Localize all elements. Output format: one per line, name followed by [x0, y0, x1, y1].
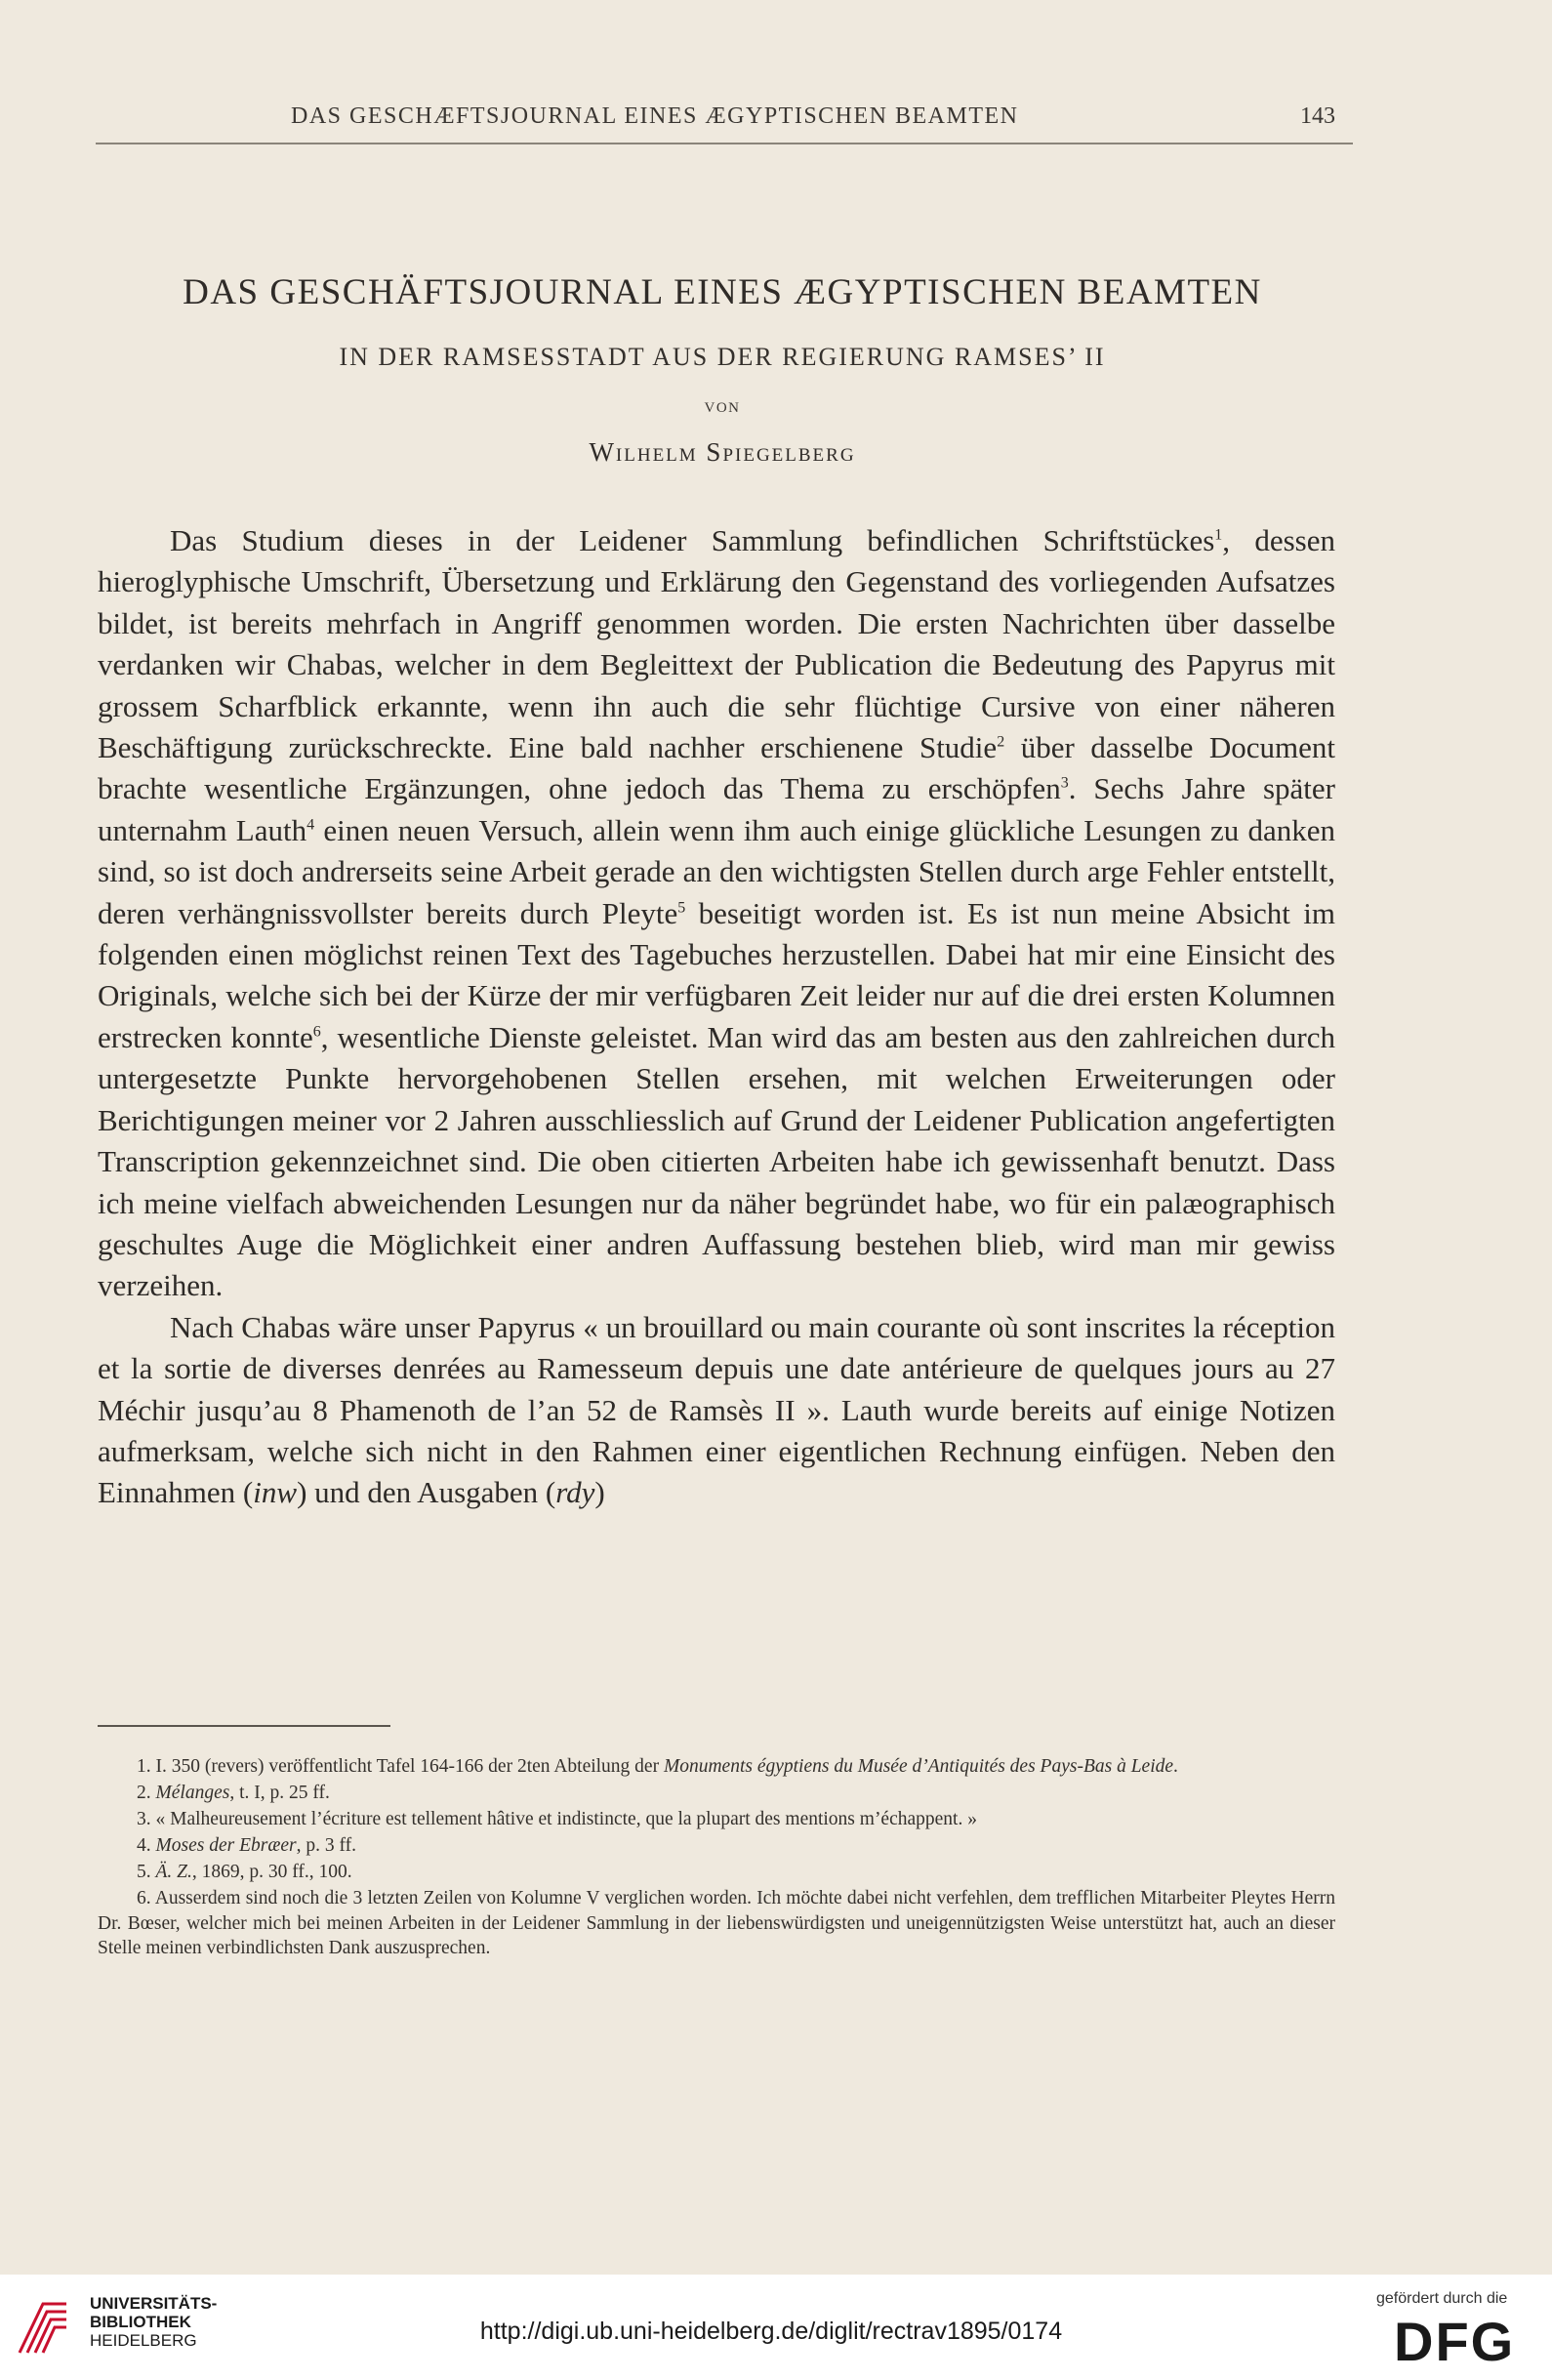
body-paragraph: Das Studium dieses in der Leidener Sammlung befindlichen Schriftstückes$^1$, dessen hieroglyphische Umschrift, Übersetzung und Erklärung den Gegenstand des vorliegenden Aufsatzes bildet, ist bereits mehrfach in Angriff genommen worden. Die ersten Nachrichten über dasselbe verdanken wir Chabas, welcher in dem Begleittext der Publication die Bedeutung des Papyrus mit grossem Scharfblick erkannte, wenn ihn auch die sehr flüchtige Cursive von einer näheren Beschäftigung zurückschreckte. Eine bald nachher erschienene Studie$^2$ über dasselbe Document brachte wesentliche Ergänzungen, ohne jedoch das Thema zu erschöpfen$^3$. Sechs Jahre später unternahm Lauth$^4$ einen neuen Versuch, allein wenn ihm auch einige glückliche Lesungen zu danken sind, so ist doch andrerseits seine Arbeit gerade an den wichtigsten Stellen durch arge Fehler entstellt, deren verhängnissvollster bereits durch Pleyte$^5$ beseitigt worden ist. Es ist nun meine Absicht im folgenden einen möglichst reinen Text des Tagebuches herzustellen. Dabei hat mir eine Einsicht des Originals, welche sich bei der Kürze der mir verfügbaren Zeit leider nur auf die drei ersten Kolumnen erstrecken konnte$^6$, wesentliche Dienste geleistet. Man wird das am besten aus den zahlreichen durch untergesetzte Punkte hervorgehobenen Stellen ersehen, mit welchen Erweiterungen oder Berichtigungen meiner vor 2 Jahren ausschliesslich auf Grund der Leidener Publication angefertigten Transcription gekennzeichnet sind. Die oben citierten Arbeiten habe ich gewissenhaft benutzt. Dass ich meine vielfach abweichenden Lesungen nur da näher begründet habe, wo für ein palæographisch geschultes Auge die Möglichkeit einer andren Auffassung bestehen blieb, wird man mir gewiss verzeihen.: [98, 523, 1336, 1303]
library-logo-icon: [14, 2296, 76, 2359]
funded-by-label: gefördert durch die: [1376, 2290, 1508, 2307]
footnote: 2. Mélanges, t. I, p. 25 ff.: [137, 1783, 330, 1803]
footnote: 1. I. 350 (revers) veröffentlicht Tafel 164-166 der 2ten Abteilung der Monuments égyptiens du Musée d’Antiquités des Pays-Bas à Leide.: [137, 1756, 1178, 1777]
footnote-divider: [98, 1725, 390, 1727]
library-name: [90, 2294, 217, 2350]
footnotes: [98, 1754, 1335, 1962]
page-number: 143: [1300, 103, 1335, 129]
body-paragraph: Nach Chabas wäre unser Papyrus « un brouillard ou main courante où sont inscrites la réception et la sortie de diverses denrées au Ramesseum depuis une date antérieure de quelques jours au 27 Méchir jusqu’au 8 Phamenoth de l’an 52 de Ramsès II ». Lauth wurde bereits auf einige Notizen aufmerksam, welche sich nicht in den Rahmen einer eigentlichen Rechnung einfügen. Neben den Einnahmen (inw) und den Ausgaben (rdy): [98, 1309, 1335, 1510]
article-title: DAS GESCHÄFTSJOURNAL EINES ÆGYPTISCHEN BEAMTEN: [183, 272, 1262, 312]
dfg-logo: DFG: [1394, 2311, 1516, 2372]
library-name-line: BIBLIOTHEK: [90, 2313, 191, 2331]
library-name-line: UNIVERSITÄTS-: [90, 2294, 218, 2313]
digitization-footer: [0, 2275, 1552, 2380]
footnote: 6. Ausserdem sind noch die 3 letzten Zeilen von Kolumne V verglichen worden. Ich möchte dabei nicht verfehlen, dem trefflichen Mitarbeiter Pleytes Herrn Dr. Bœser, welcher mich bei meinen Arbeiten in der Leidener Sammlung in der liebenswürdigsten und uneigennützigsten Weise unterstützt hat, auch an dieser Stelle meinen verbindlichsten Dank auszusprechen.: [98, 1888, 1335, 1958]
footnote: 3. « Malheureusement l’écriture est tellement hâtive et indistincte, que la plupart des mentions m’échappent. »: [137, 1809, 977, 1829]
footnote: 5. Ä. Z., 1869, p. 30 ff., 100.: [137, 1862, 352, 1882]
byline-von: VON: [704, 400, 741, 416]
library-name-line: HEIDELBERG: [90, 2331, 197, 2350]
running-head-title: DAS GESCHÆFTSJOURNAL EINES ÆGYPTISCHEN BEAMTEN: [291, 103, 1019, 129]
author-name: Wilhelm Spiegelberg: [589, 437, 856, 467]
footnote: 4. Moses der Ebræer, p. 3 ff.: [137, 1835, 356, 1856]
source-url-link[interactable]: http://digi.ub.uni-heidelberg.de/diglit/rectrav1895/0174: [479, 2318, 1063, 2345]
article-body: [98, 520, 1335, 1514]
running-head: [96, 103, 1353, 144]
article-subtitle: IN DER RAMSESSTADT AUS DER REGIERUNG RAMSES’ II: [339, 343, 1106, 371]
